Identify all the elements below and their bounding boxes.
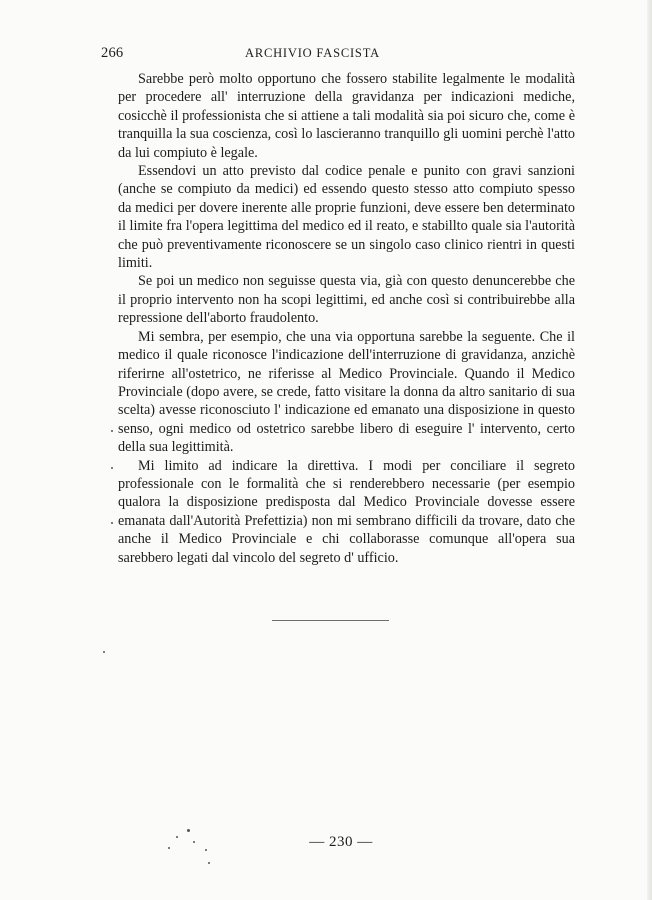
scan-speck <box>208 862 210 864</box>
scan-speck <box>111 467 113 469</box>
scan-speck <box>111 430 113 432</box>
paragraph-2: Essendovi un atto previsto dal codice penale e punito con gravi sanzioni (anche se compiuto da medici) ed essendo questo stesso atto compiuto spesso da medici per dovere inerente alle proprie funzioni, deve essere ben determinato il limite fra l'opera legittima del medico ed il reato, e stabillto quale sia l'autorità che può preventivamente riconoscere se un singolo caso clinico rientri in questi limiti. <box>118 163 575 272</box>
page-number: 266 <box>101 45 124 61</box>
paragraph-1: Sarebbe però molto opportuno che fossero stabilite legalmente le modalità per procedere all' interruzione della gravidanza per indicazioni mediche, cosicchè il professionista che si attiene a tali modalità sia poi sicuro che, come è tranquilla la sua coscienza, così lo lascieranno tranquillo gli uomini perchè l'atto da lui compiuto è legale. <box>118 71 575 161</box>
scan-edge-shadow <box>647 0 652 900</box>
paragraph-5: Mi limito ad indicare la direttiva. I modi per conciliare il segreto professionale con le formalità che si renderebbero necessarie (per esempio qualora la disposizione predisposta dal Medico Provinciale dovesse essere emanata dall'Autorità Prefettizia) non mi sembrano difficili da trovare, dato che anche il Medico Provinciale e chi collaborasse comunque all'opera sua sarebbero legati dal vincolo del segreto d' ufficio. <box>118 457 575 566</box>
scan-speck <box>193 841 195 843</box>
scan-speck <box>103 651 105 653</box>
scan-speck <box>111 522 113 524</box>
scan-speck <box>168 847 170 849</box>
scan-speck <box>205 849 207 851</box>
scan-speck <box>176 836 178 838</box>
section-divider <box>272 620 389 621</box>
paragraph-3: Se poi un medico non seguisse questa via, già con questo denuncerebbe che il proprio intervento non ha scopi legittimi, ed anche così si contribuirebbe alla repressione dell'aborto fraudolento. <box>118 273 575 327</box>
running-head: ARCHIVIO FASCISTA <box>245 46 380 60</box>
footer-page-number: — 230 — <box>309 834 373 850</box>
scan-speck <box>187 829 190 832</box>
body-text <box>118 70 575 567</box>
paragraph-4: Mi sembra, per esempio, che una via opportuna sarebbe la seguente. Che il medico il quale riconosce l'indicazione dell'interruzione di gravidanza, anzichè riferirne all'ostetrico, ne riferisse al Medico Provinciale. Quando il Medico Provinciale (dopo avere, se crede, fatto visitare la donna da altro sanitario di sua scelta) avesse riconosciuto l' indicazione ed emanato una disposizione in questo senso, ogni medico od ostetrico sarebbe libero di eseguire l' intervento, certo della sua legittimità. <box>118 328 575 456</box>
